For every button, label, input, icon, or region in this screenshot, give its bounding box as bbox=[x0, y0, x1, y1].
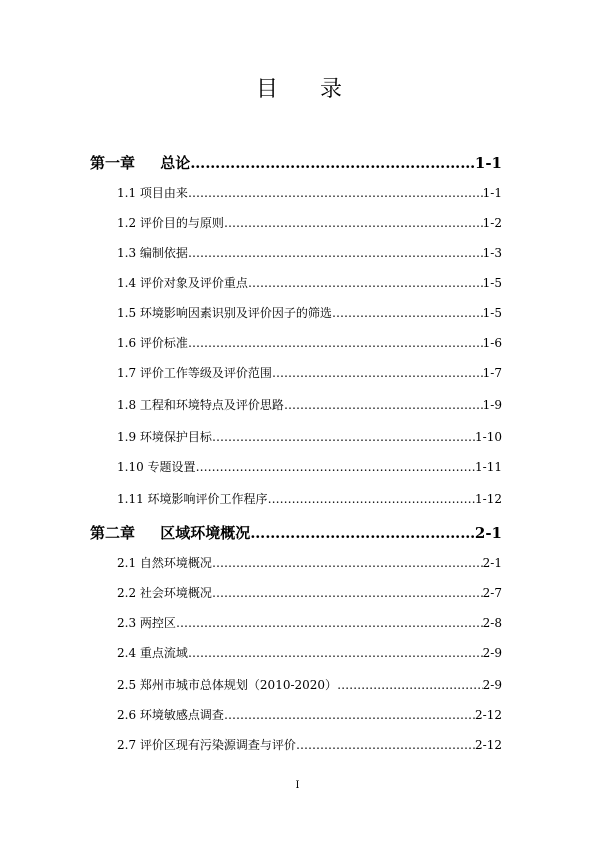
toc-section-entry[interactable] bbox=[117, 736, 502, 753]
toc-entry-label bbox=[117, 490, 268, 507]
toc-entry-title: 两控区 bbox=[139, 616, 176, 630]
toc-entry-label bbox=[117, 244, 188, 261]
toc-section-entry[interactable] bbox=[117, 428, 502, 445]
toc-entry-number: 1.10 bbox=[117, 460, 144, 474]
toc-dot-leader bbox=[190, 154, 475, 172]
toc-entry-page: 2-9 bbox=[482, 646, 502, 660]
toc-entry-title: 重点流域 bbox=[139, 646, 188, 660]
toc-entry-label bbox=[117, 706, 224, 723]
toc-chapter-entry[interactable] bbox=[90, 152, 502, 173]
toc-entry-title: 评价标准 bbox=[139, 336, 188, 350]
toc-entry-label bbox=[117, 184, 188, 201]
toc-entry-title: 社会环境概况 bbox=[139, 586, 212, 600]
toc-entry-page: 1-1 bbox=[482, 186, 502, 200]
toc-entry-page: 1-5 bbox=[482, 306, 502, 320]
toc-entry-label bbox=[117, 396, 284, 413]
toc-entry-number: 2.5 bbox=[117, 678, 137, 692]
toc-dot-leader bbox=[188, 246, 483, 260]
toc-entry-number: 2.7 bbox=[117, 738, 137, 752]
toc-entry-page: 2-12 bbox=[475, 708, 502, 722]
toc-entry-title: 环境敏感点调查 bbox=[139, 708, 224, 722]
toc-entry-label bbox=[117, 676, 337, 693]
toc-entry-title: 工程和环境特点及评价思路 bbox=[139, 398, 284, 412]
toc-section-entry[interactable] bbox=[117, 244, 502, 261]
toc-entry-number: 2.4 bbox=[117, 646, 137, 660]
toc-entry-page: 2-1 bbox=[482, 556, 502, 570]
toc-entry-number: 1.5 bbox=[117, 306, 137, 320]
toc-dot-leader bbox=[212, 586, 483, 600]
toc-entry-page: 1-2 bbox=[482, 216, 502, 230]
toc-dot-leader bbox=[272, 366, 483, 380]
toc-entry-label bbox=[117, 736, 296, 753]
toc-entry-page: 1-11 bbox=[475, 460, 502, 474]
toc-entry-label bbox=[117, 428, 212, 445]
toc-entry-page: 1-3 bbox=[482, 246, 502, 260]
toc-dot-leader bbox=[224, 708, 475, 722]
toc-entry-title: 郑州市城市总体规划（2010-2020） bbox=[139, 678, 338, 692]
toc-dot-leader bbox=[224, 216, 483, 230]
toc-section-entry[interactable] bbox=[117, 274, 502, 291]
toc-entry-label bbox=[117, 458, 196, 475]
toc-entry-label bbox=[117, 614, 176, 631]
toc-entry-number: 1.3 bbox=[117, 246, 137, 260]
toc-entry-label bbox=[117, 304, 332, 321]
toc-entry-title: 环境保护目标 bbox=[139, 430, 212, 444]
toc-entry-number: 1.7 bbox=[117, 366, 137, 380]
toc-section-entry[interactable] bbox=[117, 364, 502, 381]
toc-section-entry[interactable] bbox=[117, 644, 502, 661]
toc-entry-title: 评价对象及评价重点 bbox=[139, 276, 248, 290]
toc-entry-number: 1.9 bbox=[117, 430, 137, 444]
toc-dot-leader bbox=[248, 276, 483, 290]
toc-dot-leader bbox=[250, 524, 475, 542]
toc-entry-page: 2-7 bbox=[482, 586, 502, 600]
toc-chapter-entry[interactable] bbox=[90, 522, 502, 543]
toc-section-entry[interactable] bbox=[117, 304, 502, 321]
toc-entry-page: 1-6 bbox=[482, 336, 502, 350]
toc-entry-number: 1.11 bbox=[117, 492, 144, 506]
toc-entry-title: 专题设置 bbox=[147, 460, 196, 474]
toc-entry-label bbox=[117, 274, 248, 291]
toc-dot-leader bbox=[188, 336, 483, 350]
page-number: I bbox=[295, 780, 300, 791]
toc-dot-leader bbox=[212, 556, 483, 570]
toc-section-entry[interactable] bbox=[117, 584, 502, 601]
toc-entry-page: 1-5 bbox=[482, 276, 502, 290]
toc-entry-title: 环境影响因素识别及评价因子的筛选 bbox=[139, 306, 332, 320]
toc-title-char-2: 录 bbox=[320, 77, 343, 102]
toc-dot-leader bbox=[212, 430, 475, 444]
toc-entry-number: 1.6 bbox=[117, 336, 137, 350]
toc-entry-title: 评价工作等级及评价范围 bbox=[139, 366, 272, 380]
toc-entry-page: 1-12 bbox=[475, 492, 502, 506]
toc-entry-page: 1-1 bbox=[474, 154, 502, 172]
toc-entry-page: 1-7 bbox=[482, 366, 502, 380]
toc-entry-label bbox=[117, 554, 212, 571]
toc-entry-number: 1.8 bbox=[117, 398, 137, 412]
toc-entry-number: 2.1 bbox=[117, 556, 137, 570]
toc-entry-number: 1.2 bbox=[117, 216, 137, 230]
toc-section-entry[interactable] bbox=[117, 490, 502, 507]
toc-title-char-1: 目 bbox=[256, 77, 279, 102]
toc-section-entry[interactable] bbox=[117, 554, 502, 571]
toc-entry-page: 1-10 bbox=[475, 430, 502, 444]
toc-dot-leader bbox=[188, 646, 483, 660]
toc-section-entry[interactable] bbox=[117, 184, 502, 201]
toc-entry-number: 第一章 bbox=[90, 154, 136, 172]
toc-dot-leader bbox=[284, 398, 483, 412]
toc-entry-title: 区域环境概况 bbox=[160, 524, 251, 542]
toc-dot-leader bbox=[196, 460, 475, 474]
toc-entry-page: 2-8 bbox=[482, 616, 502, 630]
toc-entry-label bbox=[117, 334, 188, 351]
toc-dot-leader bbox=[337, 678, 483, 692]
toc-entry-number: 1.1 bbox=[117, 186, 137, 200]
toc-entry-title: 评价目的与原则 bbox=[139, 216, 224, 230]
toc-section-entry[interactable] bbox=[117, 706, 502, 723]
toc-entry-title: 环境影响评价工作程序 bbox=[147, 492, 268, 506]
toc-dot-leader bbox=[296, 738, 475, 752]
toc-entry-number: 1.4 bbox=[117, 276, 137, 290]
toc-entry-label bbox=[117, 644, 188, 661]
toc-entry-title: 评价区现有污染源调查与评价 bbox=[139, 738, 296, 752]
toc-entry-label bbox=[90, 152, 190, 173]
toc-dot-leader bbox=[188, 186, 483, 200]
toc-entry-label bbox=[117, 214, 224, 231]
toc-entry-page: 1-9 bbox=[482, 398, 502, 412]
toc-entry-label bbox=[90, 522, 250, 543]
toc-section-entry[interactable] bbox=[117, 676, 502, 693]
toc-entry-label bbox=[117, 364, 272, 381]
toc-entry-number: 2.2 bbox=[117, 586, 137, 600]
toc-section-entry[interactable] bbox=[117, 458, 502, 475]
toc-entry-number: 2.6 bbox=[117, 708, 137, 722]
toc-section-entry[interactable] bbox=[117, 614, 502, 631]
toc-dot-leader bbox=[268, 492, 475, 506]
toc-entry-number: 2.3 bbox=[117, 616, 137, 630]
toc-dot-leader bbox=[332, 306, 483, 320]
toc-section-entry[interactable] bbox=[117, 214, 502, 231]
toc-entry-page: 2-12 bbox=[475, 738, 502, 752]
toc-entry-page: 2-9 bbox=[482, 678, 502, 692]
toc-entry-title: 自然环境概况 bbox=[139, 556, 212, 570]
toc-section-entry[interactable] bbox=[117, 396, 502, 413]
toc-dot-leader bbox=[176, 616, 483, 630]
toc-entry-title: 总论 bbox=[160, 154, 191, 172]
toc-entry-title: 项目由来 bbox=[139, 186, 188, 200]
toc-entry-title: 编制依据 bbox=[139, 246, 188, 260]
toc-entry-page: 2-1 bbox=[474, 524, 502, 542]
toc-section-entry[interactable] bbox=[117, 334, 502, 351]
toc-entry-number: 第二章 bbox=[90, 524, 136, 542]
toc-entry-label bbox=[117, 584, 212, 601]
